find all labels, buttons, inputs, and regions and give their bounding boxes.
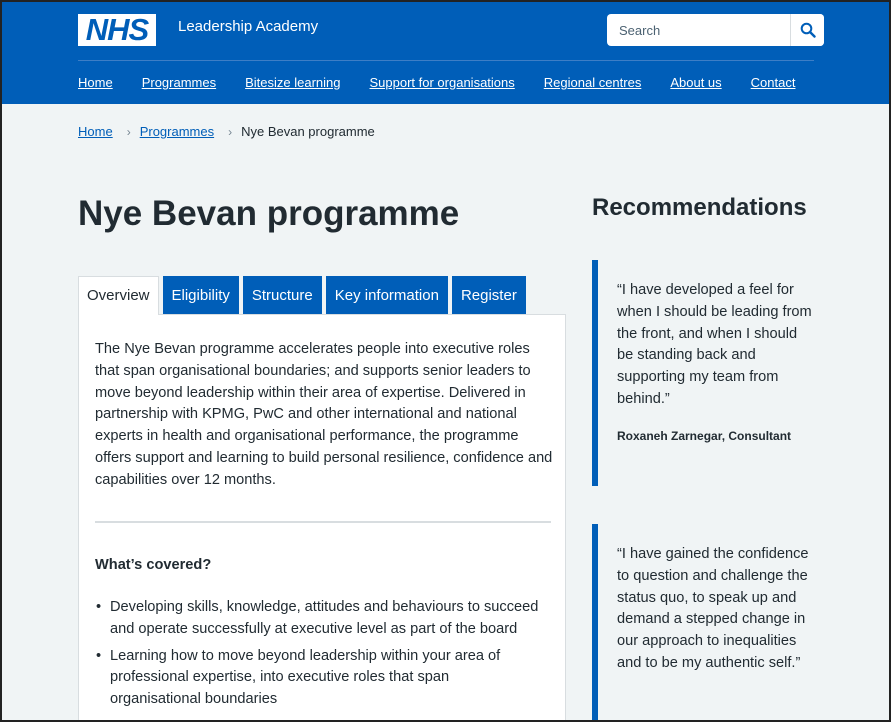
nav-contact[interactable]: Contact: [750, 75, 796, 90]
tab-structure[interactable]: Structure: [243, 276, 322, 314]
section-divider: [95, 521, 551, 523]
site-header: [2, 2, 889, 104]
search-button[interactable]: [790, 14, 824, 46]
search-icon: [800, 22, 816, 38]
primary-nav: [78, 75, 795, 90]
tab-key-information[interactable]: Key information: [326, 276, 448, 314]
nav-divider: [78, 60, 814, 61]
chevron-right-icon: ›: [126, 124, 131, 139]
browser-viewport: [2, 2, 889, 720]
breadcrumb-home[interactable]: Home: [78, 124, 113, 139]
recommendation-quote: [592, 260, 812, 486]
breadcrumb-programmes[interactable]: Programmes: [139, 124, 215, 139]
page-title: Nye Bevan programme: [78, 194, 460, 233]
breadcrumb-current: Nye Bevan programme: [241, 124, 375, 139]
recommendation-quote: [592, 524, 812, 720]
nav-home[interactable]: Home: [78, 75, 113, 90]
chevron-right-icon: ›: [228, 124, 233, 139]
nav-support-for-organisations[interactable]: Support for organisations: [369, 75, 515, 90]
nav-about-us[interactable]: About us: [670, 75, 722, 90]
whats-covered-heading: What’s covered?: [95, 557, 212, 573]
nhs-logo[interactable]: NHS: [78, 14, 156, 46]
service-name[interactable]: Leadership Academy: [178, 18, 319, 35]
list-item: • Learning how to move beyond leadership within your area of professional expertise, into executive roles that span organisational boundaries: [95, 646, 539, 711]
tab-overview[interactable]: Overview: [78, 276, 159, 315]
nav-programmes[interactable]: Programmes: [141, 75, 217, 90]
quote-author: Roxaneh Zarnegar, Consultant: [617, 428, 792, 443]
recommendations-heading: Recommendations: [592, 194, 807, 221]
intro-paragraph: The Nye Bevan programme accelerates people into executive roles that span organisational boundaries; and supports senior leaders to move beyond leadership within their area of expertise. Delivered in partnership with KPMG, PwC and other international and national experts in health and organisational performance, the programme offers support and learning to build personal resilience, confidence and capabilities over 12 months.: [95, 341, 553, 488]
tab-list: [78, 276, 530, 315]
covered-list: [95, 597, 539, 716]
quote-text: “I have gained the confidence to question and challenge the status quo, to speak up and demand a stepped change in our approach to inequalities and to be my authentic self.”: [617, 546, 809, 671]
breadcrumb: [78, 124, 375, 139]
tab-eligibility[interactable]: Eligibility: [163, 276, 239, 314]
overview-panel: [78, 314, 566, 720]
tab-register[interactable]: Register: [452, 276, 526, 314]
quote-text: “I have developed a feel for when I should be leading from the front, and when I should be standing back and supporting my team from behind.”: [617, 282, 812, 407]
list-item: • Developing skills, knowledge, attitudes and behaviours to succeed and operate successfully at executive level as part of the board: [95, 597, 539, 641]
search-box: [607, 14, 824, 46]
search-input[interactable]: [607, 14, 789, 46]
nav-bitesize-learning[interactable]: Bitesize learning: [245, 75, 341, 90]
nav-regional-centres[interactable]: Regional centres: [543, 75, 642, 90]
